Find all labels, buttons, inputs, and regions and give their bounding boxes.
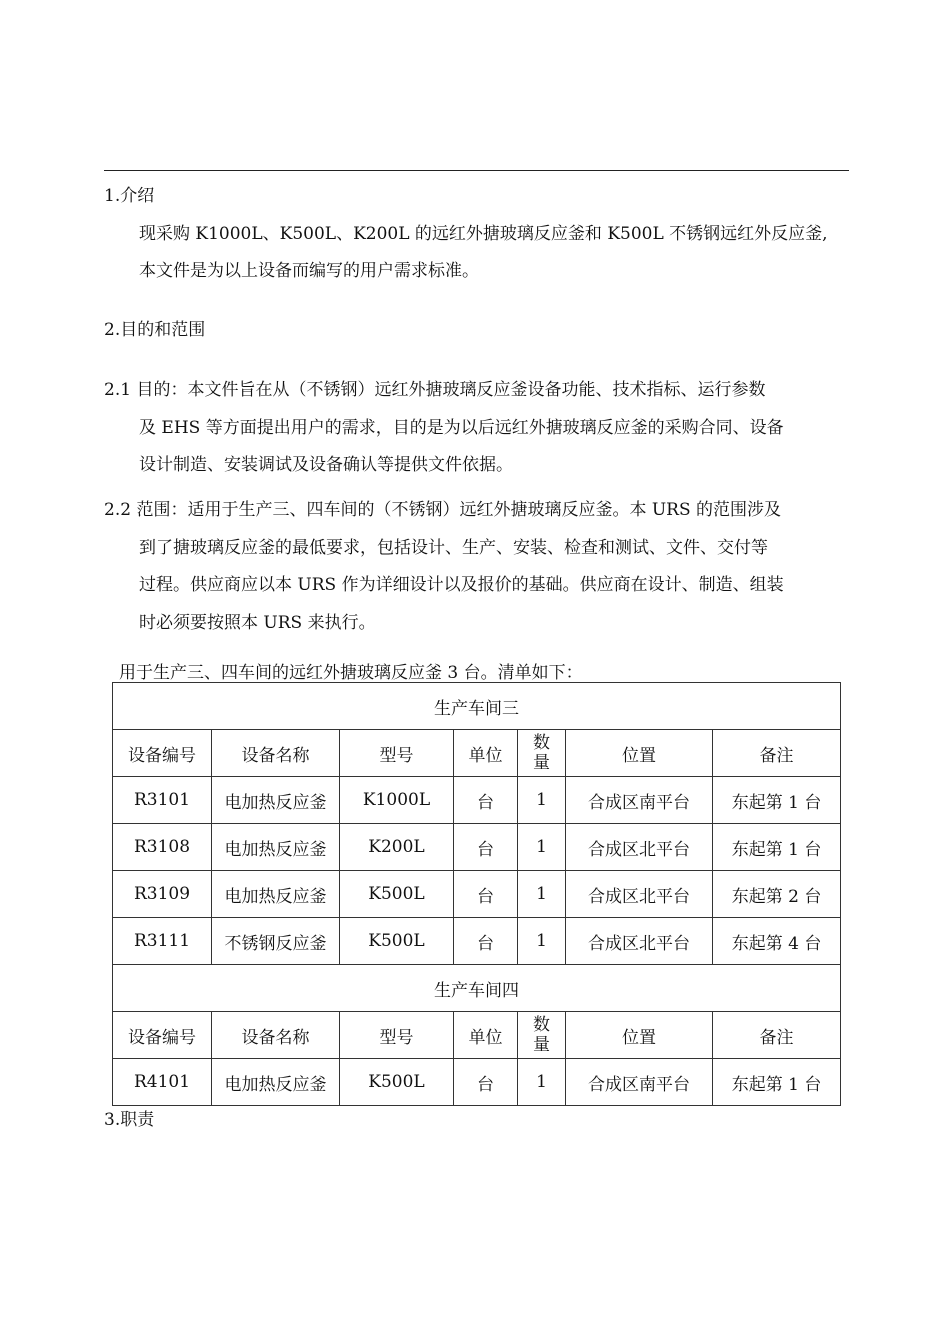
header-model: 型号 [340,730,454,777]
scope-line-2: 到了搪玻璃反应釜的最低要求，包括设计、生产、安装、检查和测试、文件、交付等 [139,538,768,558]
equipment-table [112,682,841,1106]
cell-name: 电加热反应釜 [212,1059,340,1106]
cell-id: R3111 [113,918,212,965]
cell-unit: 台 [454,918,518,965]
cell-location: 合成区北平台 [566,824,713,871]
cell-name: 电加热反应釜 [212,871,340,918]
cell-qty: 1 [518,777,566,824]
table-row [113,777,841,824]
scope-line-3: 过程。供应商应以本 URS 作为详细设计以及报价的基础。供应商在设计、制造、组装 [139,575,784,595]
cell-location: 合成区南平台 [566,777,713,824]
cell-id: R3108 [113,824,212,871]
header-remark: 备注 [713,1012,841,1059]
scope-line-1: 2.2 范围：适用于生产三、四车间的（不锈钢）远红外搪玻璃反应釜。本 URS 的范围涉及 [104,500,782,520]
header-id: 设备编号 [113,730,212,777]
cell-location: 合成区北平台 [566,918,713,965]
table-row [113,824,841,871]
cell-unit: 台 [454,1059,518,1106]
cell-id: R3109 [113,871,212,918]
cell-remark: 东起第 4 台 [713,918,841,965]
table-header-row [113,730,841,777]
workshop3-title-row [113,683,841,730]
cell-qty: 1 [518,918,566,965]
cell-unit: 台 [454,871,518,918]
header-unit: 单位 [454,730,518,777]
header-qty: 数 量 [518,730,566,777]
cell-remark: 东起第 2 台 [713,871,841,918]
intro-line-2: 本文件是为以上设备而编写的用户需求标准。 [139,261,479,281]
cell-remark: 东起第 1 台 [713,1059,841,1106]
header-location: 位置 [566,730,713,777]
table-intro: 用于生产三、四车间的远红外搪玻璃反应釜 3 台。清单如下： [119,663,583,683]
cell-unit: 台 [454,824,518,871]
cell-id: R4101 [113,1059,212,1106]
table-row [113,871,841,918]
purpose-line-1: 2.1 目的：本文件旨在从（不锈钢）远红外搪玻璃反应釜设备功能、技术指标、运行参数 [104,380,766,400]
table-row [113,1059,841,1106]
header-model: 型号 [340,1012,454,1059]
purpose-line-3: 设计制造、安装调试及设备确认等提供文件依据。 [139,455,513,475]
cell-model: K1000L [340,777,454,824]
section-2-heading: 2.目的和范围 [104,320,206,340]
purpose-line-2: 及 EHS 等方面提出用户的需求，目的是为以后远红外搪玻璃反应釜的采购合同、设备 [139,418,784,438]
header-id: 设备编号 [113,1012,212,1059]
equipment-table-body [113,683,841,1106]
header-name: 设备名称 [212,1012,340,1059]
cell-model: K500L [340,871,454,918]
cell-qty: 1 [518,871,566,918]
scope-line-4: 时必须要按照本 URS 来执行。 [139,613,376,633]
cell-qty: 1 [518,1059,566,1106]
cell-name: 不锈钢反应釜 [212,918,340,965]
table-header-row [113,1012,841,1059]
cell-model: K200L [340,824,454,871]
cell-name: 电加热反应釜 [212,777,340,824]
header-remark: 备注 [713,730,841,777]
cell-model: K500L [340,918,454,965]
cell-location: 合成区南平台 [566,1059,713,1106]
section-3-heading: 3.职责 [104,1110,155,1130]
table-row [113,918,841,965]
header-rule [104,170,849,171]
cell-model: K500L [340,1059,454,1106]
cell-id: R3101 [113,777,212,824]
cell-unit: 台 [454,777,518,824]
cell-qty: 1 [518,824,566,871]
header-location: 位置 [566,1012,713,1059]
workshop4-title: 生产车间四 [113,965,841,1012]
header-name: 设备名称 [212,730,340,777]
cell-remark: 东起第 1 台 [713,824,841,871]
intro-line-1: 现采购 K1000L、K500L、K200L 的远红外搪玻璃反应釜和 K500L 不锈钢远红外反应釜, [139,224,828,244]
cell-remark: 东起第 1 台 [713,777,841,824]
workshop3-title: 生产车间三 [113,683,841,730]
header-unit: 单位 [454,1012,518,1059]
cell-name: 电加热反应釜 [212,824,340,871]
header-qty: 数 量 [518,1012,566,1059]
workshop4-title-row [113,965,841,1012]
section-1-heading: 1.介绍 [104,186,155,206]
cell-location: 合成区北平台 [566,871,713,918]
